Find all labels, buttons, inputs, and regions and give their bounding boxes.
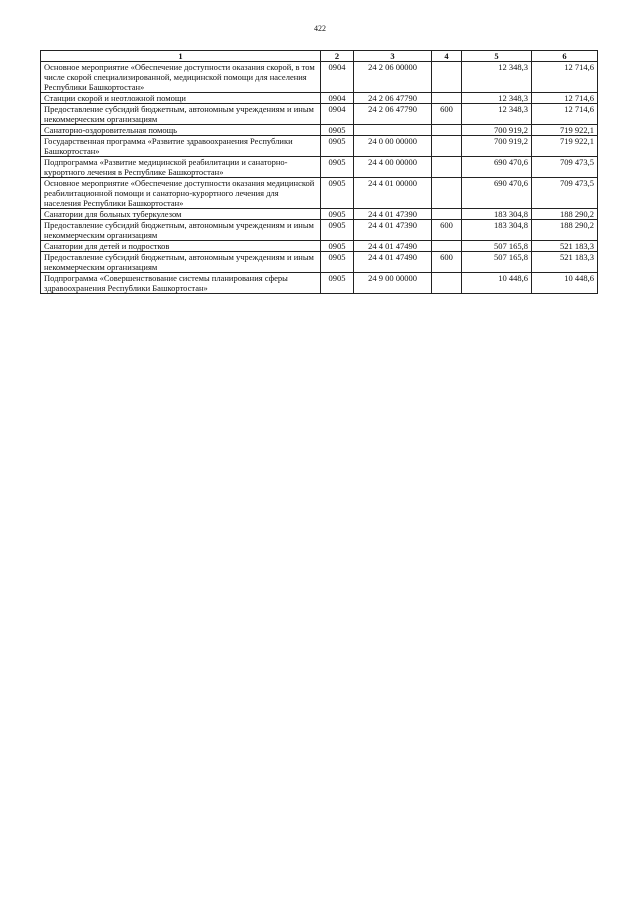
- row-sum-2020-cell: 690 470,6: [462, 178, 532, 209]
- row-section-cell: 0904: [321, 93, 354, 104]
- header-col-3: 3: [354, 51, 432, 62]
- table-row: [41, 62, 598, 93]
- row-sum-2021-cell: 719 922,1: [532, 136, 598, 157]
- table-row: [41, 104, 598, 125]
- table-row: [41, 209, 598, 220]
- row-vr-cell: [432, 136, 462, 157]
- row-section-cell: 0905: [321, 241, 354, 252]
- header-col-4: 4: [432, 51, 462, 62]
- row-vr-cell: [432, 93, 462, 104]
- row-sum-2021-cell: 709 473,5: [532, 157, 598, 178]
- row-sum-2020-cell: 12 348,3: [462, 62, 532, 93]
- row-vr-cell: [432, 273, 462, 294]
- row-sum-2020-cell: 10 448,6: [462, 273, 532, 294]
- row-sum-2020-cell: 507 165,8: [462, 252, 532, 273]
- row-sum-2021-cell: 12 714,6: [532, 93, 598, 104]
- row-section-cell: 0905: [321, 220, 354, 241]
- row-vr-cell: [432, 125, 462, 136]
- row-code-cell: 24 4 00 00000: [354, 157, 432, 178]
- row-code-cell: 24 4 01 47390: [354, 209, 432, 220]
- table-row: [41, 252, 598, 273]
- row-sum-2020-cell: 507 165,8: [462, 241, 532, 252]
- row-section-cell: 0905: [321, 273, 354, 294]
- row-section-cell: 0905: [321, 136, 354, 157]
- row-vr-cell: [432, 241, 462, 252]
- row-name-cell: Подпрограмма «Совершенствование системы планирования сферы здравоохранения Республики Башкортостан»: [41, 273, 321, 294]
- row-sum-2021-cell: 188 290,2: [532, 209, 598, 220]
- row-sum-2021-cell: 12 714,6: [532, 62, 598, 93]
- budget-table: [40, 50, 598, 294]
- row-code-cell: 24 0 00 00000: [354, 136, 432, 157]
- row-section-cell: 0905: [321, 209, 354, 220]
- row-section-cell: 0905: [321, 157, 354, 178]
- row-sum-2021-cell: 719 922,1: [532, 125, 598, 136]
- row-vr-cell: [432, 62, 462, 93]
- row-vr-cell: 600: [432, 220, 462, 241]
- table-body: [41, 62, 598, 294]
- row-name-cell: Станции скорой и неотложной помощи: [41, 93, 321, 104]
- table-row: [41, 93, 598, 104]
- table-row: [41, 241, 598, 252]
- row-section-cell: 0905: [321, 125, 354, 136]
- row-code-cell: 24 9 00 00000: [354, 273, 432, 294]
- row-name-cell: Предоставление субсидий бюджетным, автономным учреждениям и иным некоммерческим организациям: [41, 220, 321, 241]
- row-sum-2020-cell: 700 919,2: [462, 125, 532, 136]
- row-section-cell: 0904: [321, 62, 354, 93]
- row-code-cell: 24 4 01 47490: [354, 252, 432, 273]
- row-sum-2021-cell: 12 714,6: [532, 104, 598, 125]
- row-sum-2020-cell: 183 304,8: [462, 220, 532, 241]
- header-col-2: 2: [321, 51, 354, 62]
- row-sum-2021-cell: 521 183,3: [532, 241, 598, 252]
- table-header-row: [41, 51, 598, 62]
- table-row: [41, 125, 598, 136]
- row-name-cell: Предоставление субсидий бюджетным, автономным учреждениям и иным некоммерческим организациям: [41, 252, 321, 273]
- row-sum-2021-cell: 709 473,5: [532, 178, 598, 209]
- row-sum-2021-cell: 188 290,2: [532, 220, 598, 241]
- row-code-cell: 24 4 01 47390: [354, 220, 432, 241]
- row-sum-2021-cell: 521 183,3: [532, 252, 598, 273]
- row-name-cell: Основное мероприятие «Обеспечение доступности оказания медицинской реабилитационной помощи и санаторно-курортного лечения для населения Республики Башкортостан»: [41, 178, 321, 209]
- header-col-1: 1: [41, 51, 321, 62]
- row-code-cell: 24 4 01 47490: [354, 241, 432, 252]
- table-row: [41, 273, 598, 294]
- row-code-cell: 24 2 06 47790: [354, 104, 432, 125]
- header-col-5: 5: [462, 51, 532, 62]
- row-section-cell: 0905: [321, 178, 354, 209]
- row-code-cell: 24 2 06 47790: [354, 93, 432, 104]
- row-sum-2020-cell: 690 470,6: [462, 157, 532, 178]
- page-number: 422: [314, 24, 326, 33]
- table-row: [41, 157, 598, 178]
- row-sum-2020-cell: 12 348,3: [462, 93, 532, 104]
- row-vr-cell: [432, 209, 462, 220]
- row-section-cell: 0905: [321, 252, 354, 273]
- row-name-cell: Предоставление субсидий бюджетным, автономным учреждениям и иным некоммерческим организациям: [41, 104, 321, 125]
- row-name-cell: Санаторно-оздоровительная помощь: [41, 125, 321, 136]
- row-code-cell: 24 4 01 00000: [354, 178, 432, 209]
- row-vr-cell: [432, 178, 462, 209]
- row-name-cell: Основное мероприятие «Обеспечение доступности оказания скорой, в том числе скорой специализированной, медицинской помощи для населения Республики Башкортостан»: [41, 62, 321, 93]
- table-row: [41, 220, 598, 241]
- table-row: [41, 136, 598, 157]
- row-sum-2021-cell: 10 448,6: [532, 273, 598, 294]
- row-sum-2020-cell: 183 304,8: [462, 209, 532, 220]
- row-name-cell: Санатории для детей и подростков: [41, 241, 321, 252]
- row-name-cell: Подпрограмма «Развитие медицинской реабилитации и санаторно-курортного лечения в Республике Башкортостан»: [41, 157, 321, 178]
- table-row: [41, 178, 598, 209]
- row-vr-cell: [432, 157, 462, 178]
- row-name-cell: Санатории для больных туберкулезом: [41, 209, 321, 220]
- row-sum-2020-cell: 12 348,3: [462, 104, 532, 125]
- row-sum-2020-cell: 700 919,2: [462, 136, 532, 157]
- row-vr-cell: 600: [432, 104, 462, 125]
- row-section-cell: 0904: [321, 104, 354, 125]
- row-code-cell: [354, 125, 432, 136]
- row-code-cell: 24 2 06 00000: [354, 62, 432, 93]
- header-col-6: 6: [532, 51, 598, 62]
- row-name-cell: Государственная программа «Развитие здравоохранения Республики Башкортостан»: [41, 136, 321, 157]
- row-vr-cell: 600: [432, 252, 462, 273]
